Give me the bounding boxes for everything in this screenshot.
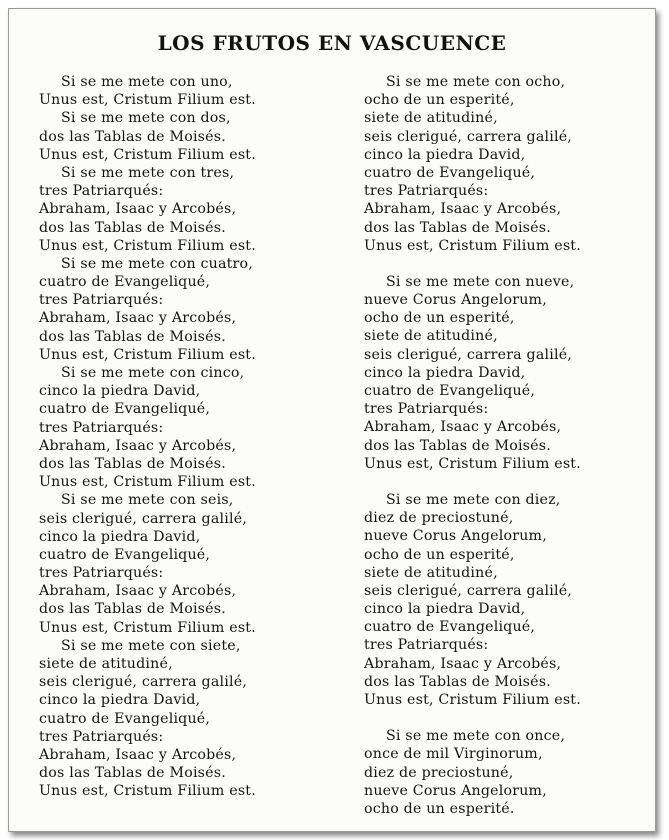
verse-line: Unus est, Cristum Filium est. bbox=[39, 237, 256, 254]
stanza-opening-line: Si se me mete con cinco, bbox=[61, 365, 245, 381]
verse-line: Unus est, Cristum Filium est. bbox=[364, 692, 581, 708]
verse-line: Unus est, Cristum Filium est. bbox=[39, 474, 256, 491]
stanza bbox=[364, 73, 644, 255]
verse-line: Unus est, Cristum Filium est. bbox=[364, 455, 581, 472]
verse-line: dos las Tablas de Moisés. bbox=[39, 455, 226, 472]
verse-line: dos las Tablas de Moisés. bbox=[364, 673, 551, 690]
verse-line: ocho de un esperité, bbox=[364, 546, 515, 563]
verse-line: ocho de un esperité, bbox=[364, 310, 515, 327]
verse-line: tres Patriarqués: bbox=[39, 728, 164, 745]
stanza-opening-line: Si se me mete con tres, bbox=[61, 164, 235, 181]
document-page bbox=[8, 8, 656, 832]
verse-line: Abraham, Isaac y Arcobés, bbox=[364, 201, 562, 218]
verse-line: cuatro de Evangeliqué, bbox=[364, 383, 536, 399]
verse-line: cinco la piedra David, bbox=[364, 146, 526, 163]
stanza-opening-line: Si se me mete con once, bbox=[386, 728, 566, 745]
verse-line: cuatro de Evangeliqué, bbox=[364, 164, 536, 181]
right-column bbox=[364, 73, 644, 818]
stanza bbox=[364, 727, 644, 818]
verse-line: Abraham, Isaac y Arcobés, bbox=[364, 419, 562, 436]
verse-line: tres Patriarqués: bbox=[39, 183, 164, 200]
stanza-gap bbox=[364, 709, 644, 727]
verse-line: dos las Tablas de Moisés. bbox=[39, 601, 226, 618]
stanza-opening-line: Si se me mete con siete, bbox=[61, 637, 241, 654]
verse-line: cuatro de Evangeliqué, bbox=[39, 274, 211, 291]
verse-line: Unus est, Cristum Filium est. bbox=[39, 783, 256, 800]
stanza bbox=[364, 491, 644, 709]
verse-line: Abraham, Isaac y Arcobés, bbox=[39, 437, 237, 454]
verse-line: seis clerigué, carrera galilé, bbox=[39, 674, 248, 691]
verse-line: once de mil Virginorum, bbox=[364, 746, 543, 763]
stanza-opening-line: Si se me mete con uno, bbox=[61, 74, 233, 90]
verse-line: siete de atitudiné, bbox=[364, 110, 498, 127]
verse-line: nueve Corus Angelorum, bbox=[364, 292, 547, 309]
verse-line: dos las Tablas de Moisés. bbox=[39, 219, 226, 236]
verse-line: cuatro de Evangeliqué, bbox=[39, 401, 211, 418]
verse-line: diez de preciostuné, bbox=[364, 510, 514, 527]
verse-line: ocho de un esperité. bbox=[364, 800, 515, 817]
verse-line: cuatro de Evangeliqué, bbox=[364, 619, 536, 636]
verse-line: tres Patriarqués: bbox=[364, 183, 489, 200]
verse-line: cinco la piedra David, bbox=[364, 601, 526, 618]
stanza-opening-line: Si se me mete con seis, bbox=[61, 492, 234, 509]
verse-line: tres Patriarqués: bbox=[39, 292, 164, 309]
verse-line: cuatro de Evangeliqué, bbox=[39, 546, 211, 563]
verse-line: tres Patriarqués: bbox=[39, 565, 164, 582]
verse-line: siete de atitudiné, bbox=[39, 656, 173, 672]
stanza-opening-line: Si se me mete con cuatro, bbox=[61, 255, 253, 272]
verse-line: cinco la piedra David, bbox=[39, 692, 201, 709]
verse-line: seis clerigué, carrera galilé, bbox=[364, 128, 573, 145]
verse-line: Unus est, Cristum Filium est. bbox=[364, 237, 581, 254]
verse-line: dos las Tablas de Moisés. bbox=[39, 765, 226, 782]
verse-line: seis clerigué, carrera galilé, bbox=[39, 510, 248, 527]
page-title: LOS FRUTOS EN VASCUENCE bbox=[157, 31, 507, 55]
verse-line: dos las Tablas de Moisés. bbox=[39, 128, 226, 145]
verse-line: siete de atitudiné, bbox=[364, 328, 498, 345]
verse-line: cinco la piedra David, bbox=[364, 364, 526, 381]
stanza-opening-line: Si se me mete con diez, bbox=[386, 491, 561, 508]
verse-line: Unus est, Cristum Filium est. bbox=[39, 92, 256, 109]
stanza-opening-line: Si se me mete con ocho, bbox=[386, 74, 566, 90]
verse-line: cinco la piedra David, bbox=[39, 528, 201, 545]
verse-line: ocho de un esperité, bbox=[364, 92, 515, 109]
verse-line: Abraham, Isaac y Arcobés, bbox=[364, 655, 562, 672]
verse-line: diez de preciostuné, bbox=[364, 764, 514, 781]
verse-line: Unus est, Cristum Filium est. bbox=[39, 619, 256, 636]
verse-line: nueve Corus Angelorum, bbox=[364, 782, 547, 799]
verse-line: Unus est, Cristum Filium est. bbox=[39, 346, 256, 363]
verse-line: dos las Tablas de Moisés. bbox=[364, 219, 551, 236]
verse-line: tres Patriarqués: bbox=[364, 637, 489, 654]
stanza bbox=[364, 273, 644, 473]
stanza-gap bbox=[364, 473, 644, 491]
stanza-gap bbox=[364, 255, 644, 273]
verse-line: nueve Corus Angelorum, bbox=[364, 528, 547, 545]
verse-line: Abraham, Isaac y Arcobés, bbox=[39, 201, 237, 218]
verse-line: Abraham, Isaac y Arcobés, bbox=[39, 746, 237, 763]
verse-line: siete de atitudiné, bbox=[364, 564, 498, 581]
verse-line: cinco la piedra David, bbox=[39, 383, 201, 400]
verse-line: dos las Tablas de Moisés. bbox=[364, 437, 551, 454]
verse-line: seis clerigué, carrera galilé, bbox=[364, 346, 573, 363]
verse-line: Abraham, Isaac y Arcobés, bbox=[39, 583, 237, 600]
verse-line: tres Patriarqués: bbox=[364, 401, 489, 418]
verse-line: cuatro de Evangeliqué, bbox=[39, 710, 211, 727]
left-column bbox=[39, 73, 339, 801]
verse-line: seis clerigué, carrera galilé, bbox=[364, 582, 573, 599]
stanza-opening-line: Si se me mete con nueve, bbox=[386, 273, 575, 290]
stanza-opening-line: Si se me mete con dos, bbox=[61, 110, 231, 127]
verse-line: Abraham, Isaac y Arcobés, bbox=[39, 310, 237, 327]
verse-line: tres Patriarqués: bbox=[39, 419, 164, 436]
verse-line: dos las Tablas de Moisés. bbox=[39, 328, 226, 345]
verse-line: Unus est, Cristum Filium est. bbox=[39, 146, 256, 163]
